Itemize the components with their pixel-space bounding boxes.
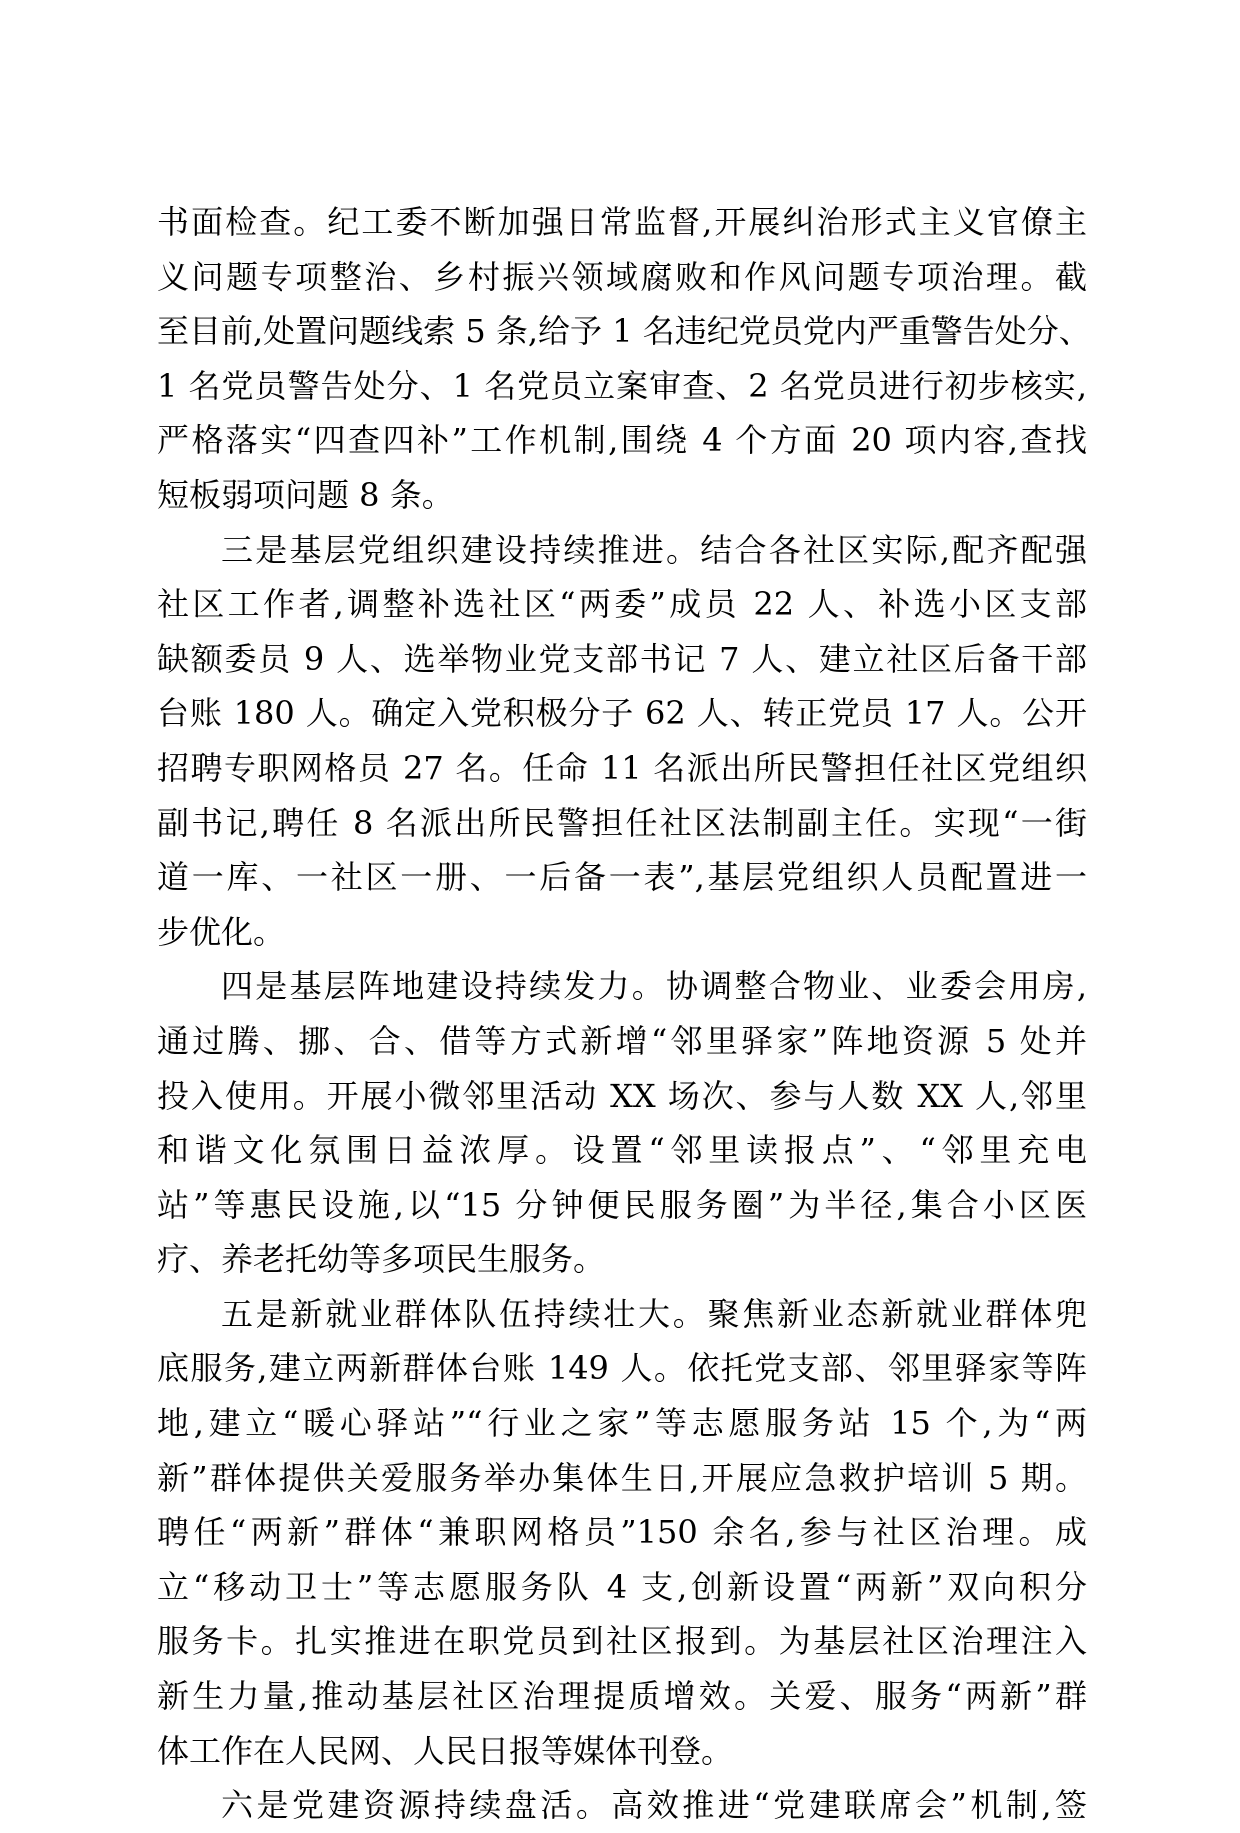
paragraph-heading-line: 五是新就业群体队伍持续壮大。聚焦新业态新就业群体兜: [221, 1294, 1087, 1333]
text-line: 站”等惠民设施,以“15 分钟便民服务圈”为半径,集合小区医: [157, 1185, 1087, 1224]
text-line: 严格落实“四查四补”工作机制,围绕 4 个方面 20 项内容,查找: [157, 421, 1087, 460]
text-line: 新生力量,推动基层社区治理提质增效。关爱、服务“两新”群: [157, 1677, 1087, 1716]
text-line: 1 名党员警告处分、1 名党员立案审查、2 名党员进行初步核实,: [157, 366, 1087, 405]
text-line: 疗、养老托幼等多项民生服务。: [157, 1240, 606, 1279]
text-line: 底服务,建立两新群体台账 149 人。依托党支部、邻里驿家等阵: [157, 1349, 1087, 1388]
text-line: 义问题专项整治、乡村振兴领域腐败和作风问题专项治理。截: [157, 257, 1087, 296]
text-line: 台账 180 人。确定入党积极分子 62 人、转正党员 17 人。公开: [157, 694, 1087, 733]
text-line: 缺额委员 9 人、选举物业党支部书记 7 人、建立社区后备干部: [157, 639, 1087, 678]
text-line: 道一库、一社区一册、一后备一表”,基层党组织人员配置进一: [157, 858, 1087, 897]
paragraph-heading-line: 三是基层党组织建设持续推进。结合各社区实际,配齐配强: [221, 530, 1087, 569]
text-line: 通过腾、挪、合、借等方式新增“邻里驿家”阵地资源 5 处并: [157, 1021, 1087, 1060]
text-line: 聘任“两新”群体“兼职网格员”150 余名,参与社区治理。成: [157, 1513, 1087, 1552]
text-line: 步优化。: [157, 912, 286, 951]
text-line: 至目前,处置问题线索 5 条,给予 1 名违纪党员党内严重警告处分、: [157, 312, 1091, 351]
text-line: 地,建立“暖心驿站”“行业之家”等志愿服务站 15 个,为“两: [157, 1404, 1087, 1443]
text-line: 立“移动卫士”等志愿服务队 4 支,创新设置“两新”双向积分: [157, 1567, 1087, 1606]
text-line: 体工作在人民网、人民日报等媒体刊登。: [157, 1731, 734, 1770]
text-line: 社区工作者,调整补选社区“两委”成员 22 人、补选小区支部: [157, 585, 1087, 624]
paragraph-heading-line: 六是党建资源持续盘活。高效推进“党建联席会”机制,签: [221, 1786, 1087, 1825]
text-line: 书面检查。纪工委不断加强日常监督,开展纠治形式主义官僚主: [157, 203, 1087, 241]
paragraph-heading-line: 四是基层阵地建设持续发力。协调整合物业、业委会用房,: [221, 967, 1087, 1006]
body-text: [157, 195, 1091, 1833]
text-line: 投入使用。开展小微邻里活动 XX 场次、参与人数 XX 人,邻里: [157, 1076, 1087, 1115]
text-line: 服务卡。扎实推进在职党员到社区报到。为基层社区治理注入: [157, 1622, 1087, 1661]
text-line: 招聘专职网格员 27 名。任命 11 名派出所民警担任社区党组织: [157, 748, 1087, 787]
text-line: 和谐文化氛围日益浓厚。设置“邻里读报点”、“邻里充电: [157, 1131, 1087, 1170]
text-line: 新”群体提供关爱服务举办集体生日,开展应急救护培训 5 期。: [157, 1458, 1087, 1497]
text-line: 短板弱项问题 8 条。: [157, 475, 454, 514]
text-line: 副书记,聘任 8 名派出所民警担任社区法制副主任。实现“一街: [157, 803, 1087, 842]
